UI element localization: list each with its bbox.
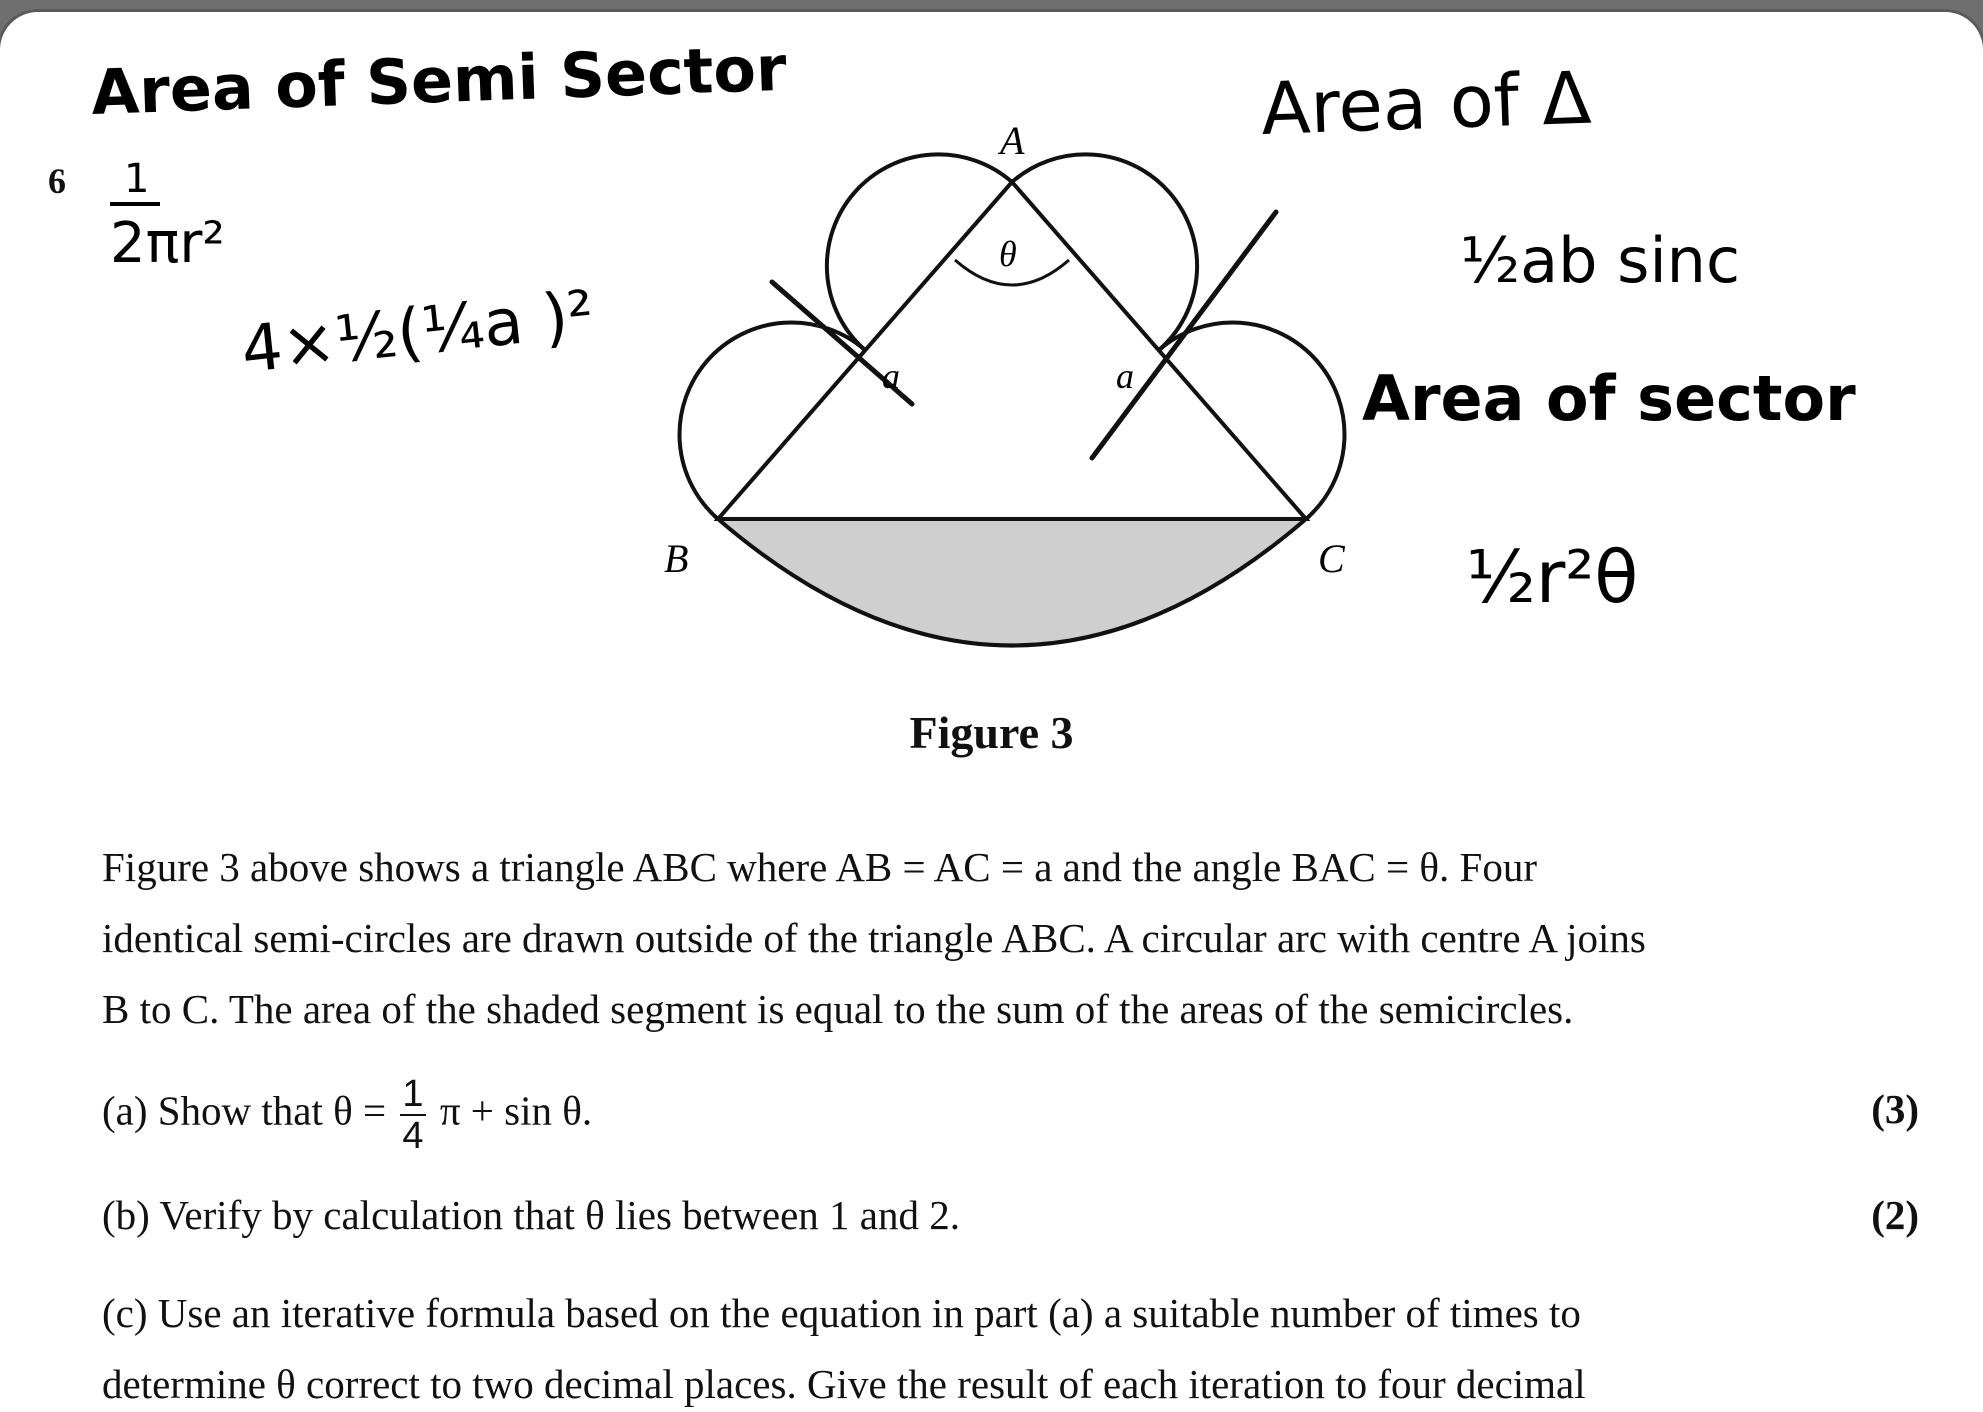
note-sector-formula: ½r²θ bbox=[1466, 535, 1639, 619]
side-label-right: a bbox=[1116, 356, 1134, 396]
vertex-label-c: C bbox=[1318, 536, 1345, 581]
vertex-label-a: A bbox=[1000, 118, 1025, 163]
part-a-fraction bbox=[400, 1074, 425, 1156]
note-semi-formula-bottom: 2πr² bbox=[110, 211, 225, 276]
part-b: (b) Verify by calculation that θ lies between 1 and 2. bbox=[102, 1192, 960, 1238]
part-a-suffix: π + sin θ. bbox=[439, 1087, 593, 1134]
note-semi-working: 4×½(¼a )² bbox=[237, 277, 598, 388]
part-a-denominator: 4 bbox=[402, 1115, 424, 1157]
part-c-line-1: (c) Use an iterative formula based on the equation in part (a) a suitable number of times to bbox=[102, 1290, 1581, 1336]
question-number: 6 bbox=[48, 161, 66, 201]
note-area-sector: Area of sector bbox=[1362, 362, 1856, 435]
part-a bbox=[102, 1074, 1962, 1156]
part-b-marks: (2) bbox=[1871, 1192, 1919, 1238]
part-a-prefix: (a) Show that θ = bbox=[102, 1087, 387, 1134]
handwritten-notes bbox=[0, 12, 1983, 712]
vertex-label-b: B bbox=[664, 536, 689, 581]
intro-line-2: identical semi-circles are drawn outside of the triangle ABC. A circular arc with centre A joins bbox=[102, 915, 1646, 961]
part-a-numerator: 1 bbox=[402, 1073, 424, 1115]
intro-line-1: Figure 3 above shows a triangle ABC where AB = AC = a and the angle BAC = θ. Four bbox=[102, 844, 1537, 890]
exam-page bbox=[0, 12, 1983, 1412]
note-area-triangle: Area of Δ bbox=[1259, 55, 1593, 151]
note-area-semi-sector: Area of Semi Sector bbox=[89, 31, 788, 129]
side-label-left: a bbox=[882, 356, 900, 396]
figure-caption: Figure 3 bbox=[909, 707, 1074, 758]
intro-line-3: B to C. The area of the shaded segment is equal to the sum of the areas of the semicircles. bbox=[102, 986, 1574, 1032]
part-a-marks: (3) bbox=[1871, 1086, 1919, 1132]
angle-label-theta: θ bbox=[999, 234, 1017, 274]
note-semi-formula-top: 1 bbox=[124, 156, 150, 202]
part-c-line-2: determine θ correct to two decimal places. Give the result of each iteration to four decimal bbox=[102, 1361, 1586, 1407]
note-triangle-formula: ½ab sinc bbox=[1460, 224, 1741, 297]
